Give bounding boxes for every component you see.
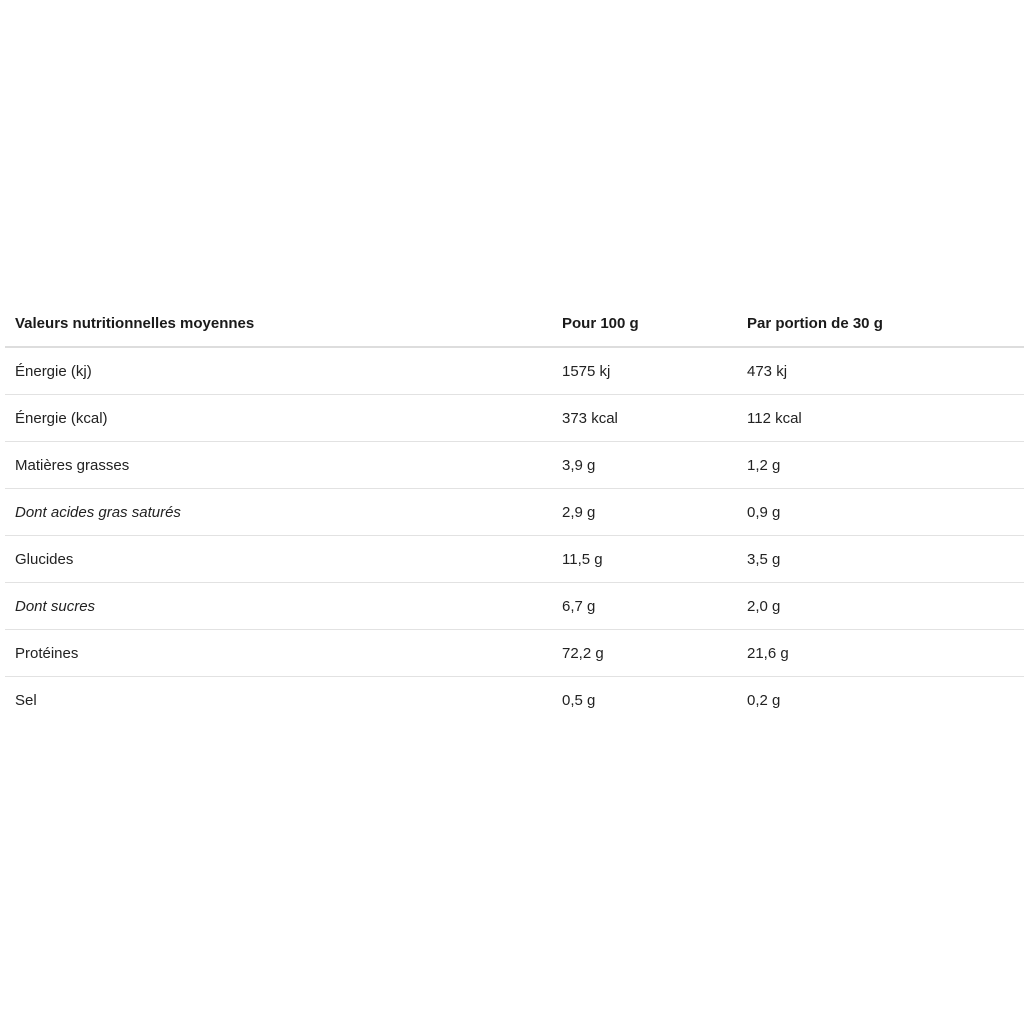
row-nutrient-name: Matières grasses bbox=[5, 442, 552, 489]
row-value-per-100g: 3,9 g bbox=[552, 442, 737, 489]
row-nutrient-name: Énergie (kj) bbox=[15, 362, 92, 380]
nutrition-table bbox=[5, 300, 1024, 723]
row-nutrient-name: Glucides bbox=[5, 536, 552, 583]
row-nutrient-name: Dont acides gras saturés bbox=[5, 489, 552, 536]
row-value-per-portion: 1,2 g bbox=[737, 442, 1024, 489]
table-row bbox=[5, 395, 1024, 442]
row-value-per-100g: 2,9 g bbox=[552, 489, 737, 536]
row-nutrient-name: Énergie (kcal) bbox=[5, 395, 552, 442]
table-row bbox=[5, 630, 1024, 677]
table-row bbox=[5, 347, 1024, 395]
row-value-per-portion: 3,5 g bbox=[737, 536, 1024, 583]
row-value-per-portion: 0,9 g bbox=[737, 489, 1024, 536]
header-per-100g: Pour 100 g bbox=[552, 300, 737, 347]
row-value-per-portion: 21,6 g bbox=[737, 630, 1024, 677]
row-value-per-100g: 11,5 g bbox=[552, 536, 737, 583]
row-value-per-100g: 6,7 g bbox=[552, 583, 737, 630]
table-row bbox=[5, 442, 1024, 489]
table-body bbox=[5, 347, 1024, 723]
header-per-portion: Par portion de 30 g bbox=[737, 300, 1024, 347]
header-nutrient: Valeurs nutritionnelles moyennes bbox=[5, 300, 552, 347]
table-row bbox=[5, 677, 1024, 724]
row-value-per-100g: 0,5 g bbox=[552, 677, 737, 724]
row-value-per-portion: 2,0 g bbox=[737, 583, 1024, 630]
table-row bbox=[5, 583, 1024, 630]
row-value-per-100g: 1575 kj bbox=[562, 362, 611, 380]
table-header bbox=[5, 300, 1024, 347]
row-value-per-100g: 72,2 g bbox=[552, 630, 737, 677]
row-nutrient-name: Sel bbox=[5, 677, 552, 724]
table-row bbox=[5, 536, 1024, 583]
row-value-per-portion: 473 kj bbox=[747, 362, 788, 380]
row-nutrient-name: Dont sucres bbox=[5, 583, 552, 630]
table-row bbox=[5, 489, 1024, 536]
row-nutrient-name: Protéines bbox=[5, 630, 552, 677]
row-value-per-portion: 112 kcal bbox=[737, 395, 1024, 442]
header-row bbox=[5, 300, 1024, 347]
row-value-per-portion: 0,2 g bbox=[737, 677, 1024, 724]
row-value-per-100g: 373 kcal bbox=[552, 395, 737, 442]
